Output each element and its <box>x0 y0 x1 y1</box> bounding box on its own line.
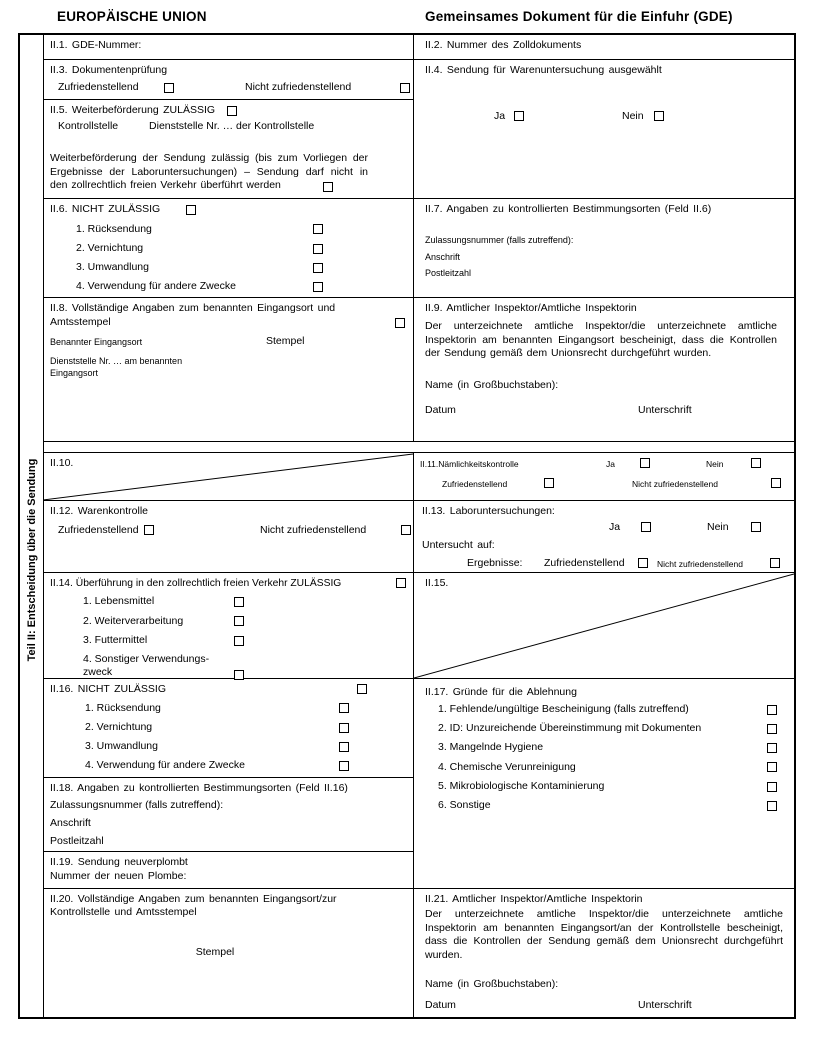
header-eu-title: EUROPÄISCHE UNION <box>57 9 207 24</box>
ii7-address-label: Anschrift <box>425 251 461 262</box>
ii3-satisfactory-checkbox[interactable] <box>164 83 174 93</box>
ii14-item-3-checkbox[interactable] <box>234 636 244 646</box>
ii17-item-5 <box>425 780 783 794</box>
ii13-yes-label: Ja <box>609 520 621 533</box>
spacer-row <box>44 442 794 453</box>
ii16-title: II.16. NICHT ZULÄSSIG <box>50 682 167 695</box>
field-ii9 <box>414 298 794 441</box>
ii13-title: II.13. Laboruntersuchungen: <box>422 504 555 517</box>
ii16-item-1-label: 1. Rücksendung <box>85 701 161 714</box>
ii4-title: II.4. Sendung für Warenuntersuchung ausgewählt <box>425 63 662 76</box>
ii6-item-1 <box>50 223 407 237</box>
gde-part2-table <box>18 33 796 1019</box>
ii14-item-2-label: 2. Weiterverarbeitung <box>83 614 184 627</box>
field-ii15 <box>414 573 794 678</box>
ii8-office-label: Dienststelle Nr. … am benannten Eingangsort <box>50 356 183 379</box>
ii6-item-2-label: 2. Vernichtung <box>76 241 144 254</box>
ii19-seal-number-label: Nummer der neuen Plombe: <box>50 870 187 883</box>
ii20-stamp-label: Stempel <box>195 945 235 958</box>
ii6-item-4-label: 4. Verwendung für andere Zwecke <box>76 280 236 293</box>
form-body <box>44 35 794 1017</box>
ii14-item-4-label: 4. Sonstiger Verwendungs-zweck <box>83 652 210 679</box>
ii17-item-2-label: 2. ID: Unzureichende Übereinstimmung mit Dokumenten <box>438 722 702 735</box>
ii14-item-4 <box>50 653 407 680</box>
ii19-resealed-label: II.19. Sendung neuverplombt <box>50 855 188 868</box>
ii7-title: II.7. Angaben zu kontrollierten Bestimmungsorten (Feld II.6) <box>425 203 712 216</box>
ii17-item-3-label: 3. Mangelnde Hygiene <box>438 741 544 754</box>
ii17-item-3-checkbox[interactable] <box>767 743 777 753</box>
ii6-not-permissible-checkbox[interactable] <box>186 205 196 215</box>
field-ii1 <box>44 35 414 59</box>
ii21-name-label: Name (in Großbuchstaben): <box>425 977 559 990</box>
ii12-satisfactory-label: Zufriedenstellend <box>58 523 139 536</box>
field-ii16 <box>44 679 413 778</box>
ii12-not-satisfactory-checkbox[interactable] <box>401 525 411 535</box>
ii6-item-3-label: 3. Umwandlung <box>76 260 149 273</box>
ii11-yes-checkbox[interactable] <box>640 458 650 468</box>
ii5-permissible-checkbox[interactable] <box>227 106 237 116</box>
field-ii2 <box>414 35 794 59</box>
ii12-satisfactory-checkbox[interactable] <box>144 525 154 535</box>
ii17-item-1-checkbox[interactable] <box>767 705 777 715</box>
field-ii17 <box>414 679 794 888</box>
ii4-no-label: Nein <box>622 109 644 122</box>
ii11-not-satisfactory-checkbox[interactable] <box>771 478 781 488</box>
part2-sidebar <box>20 35 44 1017</box>
ii4-no-checkbox[interactable] <box>654 111 664 121</box>
ii10-title: II.10. <box>50 456 74 469</box>
field-ii4 <box>414 60 794 199</box>
ii7-approval-number-label: Zulassungsnummer (falls zutreffend): <box>425 235 574 246</box>
ii14-item-1-checkbox[interactable] <box>234 597 244 607</box>
ii17-item-4 <box>425 761 783 775</box>
ii16-item-3 <box>50 740 407 754</box>
ii15-diagonal-strikethrough <box>414 573 794 678</box>
ii18-postcode-label: Postleitzahl <box>50 834 104 847</box>
ii7-postcode-label: Postleitzahl <box>425 268 472 279</box>
ii9-title: II.9. Amtlicher Inspektor/Amtliche Inspektorin <box>425 302 637 315</box>
ii5-onward-transport-checkbox[interactable] <box>323 182 333 192</box>
ii6-item-1-label: 1. Rücksendung <box>76 222 152 235</box>
ii17-item-4-checkbox[interactable] <box>767 762 777 772</box>
ii6-item-4-checkbox[interactable] <box>313 282 323 292</box>
ii11-no-checkbox[interactable] <box>751 458 761 468</box>
ii12-not-satisfactory-label: Nicht zufriedenstellend <box>260 523 367 536</box>
ii8-stamp-label: Stempel <box>266 334 305 347</box>
ii16-item-1 <box>50 702 407 716</box>
field-ii18 <box>44 778 413 852</box>
ii5-title: II.5. Weiterbeförderung ZULÄSSIG <box>50 103 216 116</box>
ii13-no-label: Nein <box>707 520 729 533</box>
ii8-entry-point-label: Benannter Eingangsort <box>50 336 143 347</box>
ii3-not-satisfactory-label: Nicht zufriedenstellend <box>245 80 352 93</box>
field-ii10 <box>44 453 414 500</box>
field-ii21 <box>414 889 794 1017</box>
field-ii5 <box>44 100 413 199</box>
ii5-onward-transport-text: Weiterbeförderung der Sendung zulässig (bis zum Vorliegen der Ergebnisse der Laboruntersuchungen) – Sendung darf nicht in den zollrechtlich freien Verkehr überführt werden <box>50 152 368 192</box>
ii9-certification-text: Der unterzeichnete amtliche Inspektor/die unterzeichnete amtliche Inspektorin am benannten Eingangsort bescheinigt, dass die Kontrollen der Sendung gemäß dem Unionsrecht durchgeführt wurden. <box>425 320 777 360</box>
field-ii19 <box>44 852 413 888</box>
ii16-item-2-label: 2. Vernichtung <box>85 720 153 733</box>
ii14-item-1-label: 1. Lebensmittel <box>83 595 155 608</box>
field-ii7 <box>414 199 794 297</box>
ii10-diagonal-strikethrough <box>44 453 413 500</box>
ii14-item-3-label: 3. Futtermittel <box>83 633 148 646</box>
ii14-title: II.14. Überführung in den zollrechtlich freien Verkehr ZULÄSSIG <box>50 577 342 589</box>
field-ii11 <box>414 453 794 500</box>
ii14-permissible-checkbox[interactable] <box>396 578 406 588</box>
ii13-results-label: Ergebnisse: <box>467 556 523 569</box>
ii8-title: II.8. Vollständige Angaben zum benannten Eingangsort und Amtsstempel <box>50 302 336 329</box>
ii16-item-4-label: 4. Verwendung für andere Zwecke <box>85 759 245 772</box>
ii17-item-3 <box>425 741 783 755</box>
ii11-satisfactory-label: Zufriedenstellend <box>442 478 508 489</box>
ii17-item-5-checkbox[interactable] <box>767 782 777 792</box>
header-document-title: Gemeinsames Dokument für die Einfuhr (GDE) <box>425 9 733 24</box>
ii16-item-1-checkbox[interactable] <box>339 703 349 713</box>
ii16-not-permissible-checkbox[interactable] <box>357 684 367 694</box>
ii21-date-label: Datum <box>425 999 456 1012</box>
ii16-item-2-checkbox[interactable] <box>339 723 349 733</box>
ii16-item-4-checkbox[interactable] <box>339 761 349 771</box>
ii4-yes-label: Ja <box>494 109 506 122</box>
ii11-yes-label: Ja <box>606 458 615 469</box>
ii18-approval-number-label: Zulassungsnummer (falls zutreffend): <box>50 799 224 812</box>
ii17-title: II.17. Gründe für die Ablehnung <box>425 685 577 698</box>
field-ii3 <box>44 60 413 100</box>
ii13-results-satisfactory-label: Zufriedenstellend <box>544 556 625 569</box>
field-ii6 <box>44 199 414 297</box>
ii9-date-label: Datum <box>425 403 456 416</box>
ii6-item-3 <box>50 261 407 275</box>
ii6-title: II.6. NICHT ZULÄSSIG <box>50 203 161 216</box>
field-ii13 <box>414 501 794 572</box>
ii12-title: II.12. Warenkontrolle <box>50 504 148 517</box>
ii17-item-1 <box>425 703 783 717</box>
ii8-checkbox[interactable] <box>395 318 405 328</box>
ii5-office-label: Dienststelle Nr. … der Kontrollstelle <box>149 119 315 132</box>
ii2-title: II.2. Nummer des Zolldokuments <box>425 39 582 51</box>
ii11-title: II.11.Nämlichkeitskontrolle <box>420 458 519 469</box>
ii21-certification-text: Der unterzeichnete amtliche Inspektor/die unterzeichnete amtliche Inspektorin am benannten Eingangsort/an der Kontrollstelle bescheinigt, dass die Kontrollen der Sendung gemäß dem Unionsrecht durchgeführt wurden. <box>425 908 783 962</box>
ii5-control-point-label: Kontrollstelle <box>58 119 119 132</box>
ii21-title: II.21. Amtlicher Inspektor/Amtliche Inspektorin <box>425 892 643 905</box>
ii4-yes-checkbox[interactable] <box>514 111 524 121</box>
ii17-item-5-label: 5. Mikrobiologische Kontaminierung <box>438 779 605 792</box>
ii3-satisfactory-label: Zufriedenstellend <box>58 80 139 93</box>
ii17-item-2-checkbox[interactable] <box>767 724 777 734</box>
ii6-item-2 <box>50 242 407 256</box>
ii17-item-4-label: 4. Chemische Verunreinigung <box>438 760 576 773</box>
ii16-item-3-label: 3. Umwandlung <box>85 739 158 752</box>
ii6-item-4 <box>50 280 407 294</box>
ii17-item-6-checkbox[interactable] <box>767 801 777 811</box>
ii17-item-6 <box>425 799 783 813</box>
ii14-item-2-checkbox[interactable] <box>234 616 244 626</box>
ii20-title: II.20. Vollständige Angaben zum benannten Eingangsort/zur Kontrollstelle und Amtsstempel <box>50 892 337 919</box>
ii1-title: II.1. GDE-Nummer: <box>50 39 142 51</box>
ii13-yes-checkbox[interactable] <box>641 522 651 532</box>
ii6-item-2-checkbox[interactable] <box>313 244 323 254</box>
field-ii8 <box>44 298 414 441</box>
field-ii12 <box>44 501 414 572</box>
ii11-not-satisfactory-label: Nicht zufriedenstellend <box>632 478 718 489</box>
ii14-item-2 <box>50 615 407 629</box>
ii13-no-checkbox[interactable] <box>751 522 761 532</box>
ii9-signature-label: Unterschrift <box>638 403 692 416</box>
ii13-results-satisfactory-checkbox[interactable] <box>638 558 648 568</box>
ii11-satisfactory-checkbox[interactable] <box>544 478 554 488</box>
ii16-item-2 <box>50 721 407 735</box>
ii13-tested-for-label: Untersucht auf: <box>422 538 495 551</box>
ii21-signature-label: Unterschrift <box>638 999 692 1012</box>
ii3-title: II.3. Dokumentenprüfung <box>50 63 168 76</box>
ii16-item-3-checkbox[interactable] <box>339 742 349 752</box>
ii15-title: II.15. <box>425 576 449 589</box>
ii6-item-1-checkbox[interactable] <box>313 224 323 234</box>
field-ii20 <box>44 889 414 1017</box>
ii14-item-3 <box>50 634 407 648</box>
ii17-item-2 <box>425 722 783 736</box>
field-ii14 <box>44 573 414 678</box>
ii16-item-4 <box>50 759 407 773</box>
ii9-name-label: Name (in Großbuchstaben): <box>425 379 559 392</box>
ii14-item-1 <box>50 595 407 609</box>
ii17-item-6-label: 6. Sonstige <box>438 798 491 811</box>
ii13-results-not-satisfactory-checkbox[interactable] <box>770 558 780 568</box>
ii18-title: II.18. Angaben zu kontrollierten Bestimmungsorten (Feld II.16) <box>50 781 348 794</box>
ii6-item-3-checkbox[interactable] <box>313 263 323 273</box>
ii13-results-not-satisfactory-label: Nicht zufriedenstellend <box>657 558 743 569</box>
ii18-address-label: Anschrift <box>50 817 91 830</box>
ii3-not-satisfactory-checkbox[interactable] <box>400 83 410 93</box>
ii11-no-label: Nein <box>706 458 724 469</box>
part2-sidebar-label: Teil II: Entscheidung über die Sendung <box>25 458 38 662</box>
ii17-item-1-label: 1. Fehlende/ungültige Bescheinigung (falls zutreffend) <box>438 703 689 716</box>
